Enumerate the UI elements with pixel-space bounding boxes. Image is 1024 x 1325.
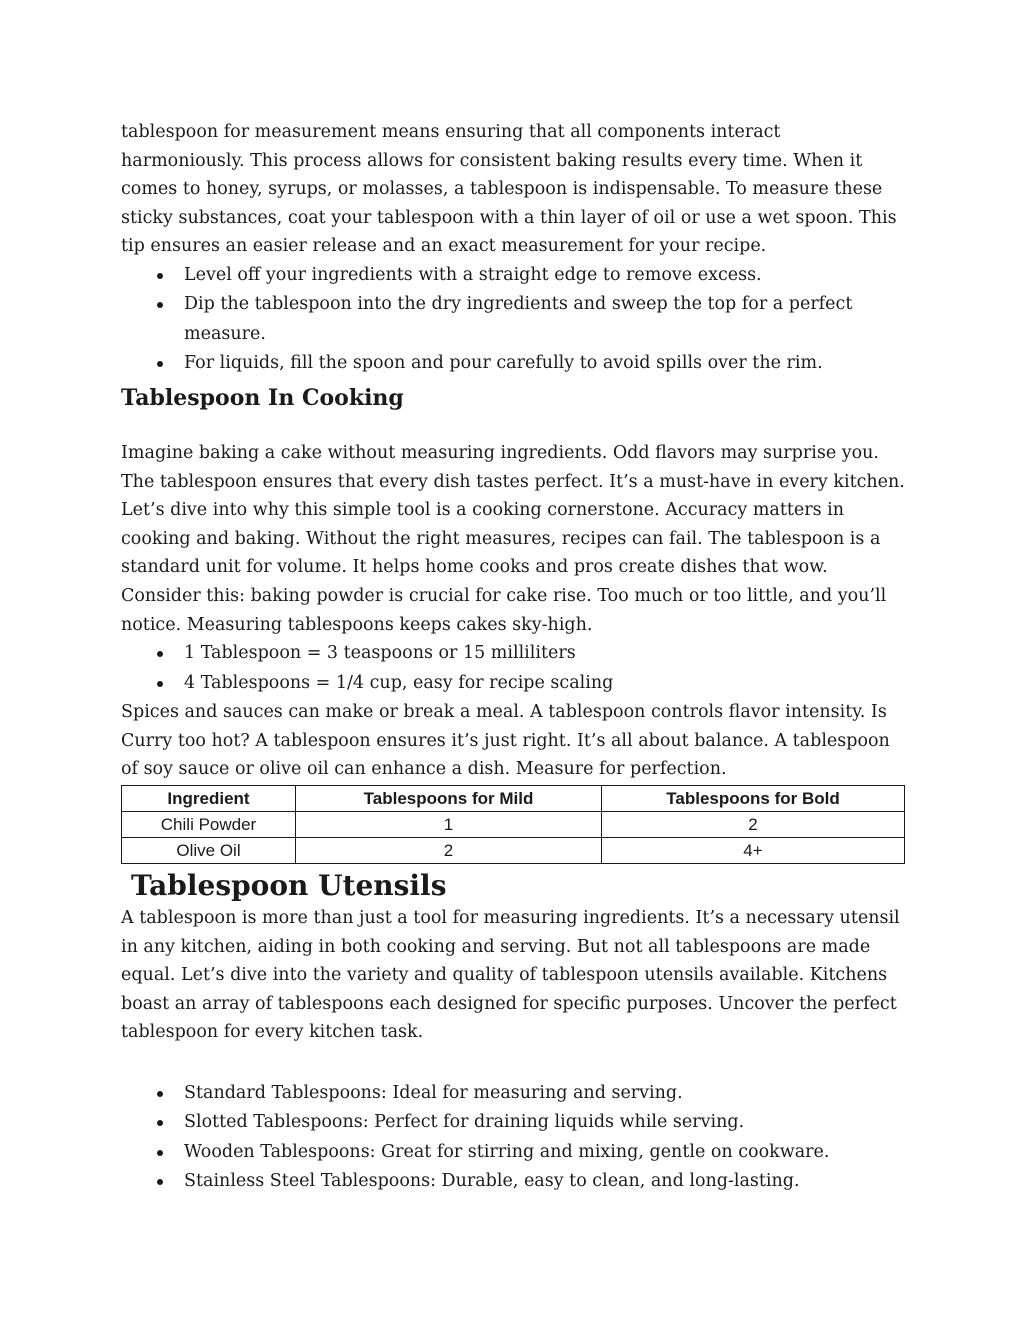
cooking-paragraph: Imagine baking a cake without measuring ingredients. Odd flavors may surprise you. The tablespoon ensures that every dish tastes perfect. It’s a must-have in every kitchen. Let’s dive into why this simple tool is a cooking cornerstone. Accuracy matters in cooking and baking. Without the right measures, recipes can fail. The tablespoon is a standard unit for volume. It helps home cooks and pros create dishes that wow. Consider this: baking powder is crucial for cake rise. Too much or too little, and you’ll notice. Measuring tablespoons keeps cakes sky-high. bbox=[121, 442, 905, 635]
list-item: Level off your ingredients with a straight edge to remove excess. bbox=[121, 261, 905, 291]
spacer bbox=[121, 413, 905, 439]
list-item: 4 Tablespoons = 1/4 cup, easy for recipe scaling bbox=[121, 669, 905, 699]
utensils-paragraph: A tablespoon is more than just a tool for measuring ingredients. It’s a necessary utensil in any kitchen, aiding in both cooking and serving. But not all tablespoons are made equal. Let’s dive into the variety and quality of tablespoon utensils available. Kitchens boast an array of tablespoons each designed for specific purposes. Uncover the perfect tablespoon for every kitchen task. bbox=[121, 907, 900, 1043]
flavor-table bbox=[121, 785, 905, 864]
table-cell: Chili Powder bbox=[122, 811, 296, 837]
list-item: For liquids, fill the spoon and pour carefully to avoid spills over the rim. bbox=[121, 349, 905, 379]
cooking-bullet-list bbox=[121, 639, 905, 698]
column-header: Ingredient bbox=[122, 785, 296, 811]
column-header: Tablespoons for Mild bbox=[296, 785, 602, 811]
intro-paragraph: tablespoon for measurement means ensuring that all components interact harmoniously. This process allows for consistent baking results every time. When it comes to honey, syrups, or molasses, a tablespoon is indispensable. To measure these sticky substances, coat your tablespoon with a thin layer of oil or use a wet spoon. This tip ensures an easier release and an exact measurement for your recipe. bbox=[121, 122, 897, 257]
spacer bbox=[121, 1047, 905, 1079]
table-row bbox=[122, 837, 905, 863]
section-heading-cooking: Tablespoon In Cooking bbox=[121, 384, 404, 411]
list-item: Wooden Tablespoons: Great for stirring and mixing, gentle on cookware. bbox=[121, 1138, 905, 1168]
cooking-paragraph-2: Spices and sauces can make or break a meal. A tablespoon controls flavor intensity. Is Curry too hot? A tablespoon ensures it’s just right. It’s all about balance. A tablespoon of soy sauce or olive oil can enhance a dish. Measure for perfection. bbox=[121, 702, 890, 780]
table-cell: 1 bbox=[296, 811, 602, 837]
table-cell: 4+ bbox=[602, 837, 905, 863]
table-row bbox=[122, 811, 905, 837]
table-cell: 2 bbox=[296, 837, 602, 863]
document-page bbox=[121, 118, 905, 1197]
list-item: Standard Tablespoons: Ideal for measuring and serving. bbox=[121, 1079, 905, 1109]
utensils-bullet-list bbox=[121, 1079, 905, 1197]
list-item: 1 Tablespoon = 3 teaspoons or 15 milliliters bbox=[121, 639, 905, 669]
table-cell: 2 bbox=[602, 811, 905, 837]
column-header: Tablespoons for Bold bbox=[602, 785, 905, 811]
list-item: Dip the tablespoon into the dry ingredients and sweep the top for a perfect measure. bbox=[121, 290, 905, 349]
list-item: Stainless Steel Tablespoons: Durable, easy to clean, and long-lasting. bbox=[121, 1167, 905, 1197]
section-heading-utensils: Tablespoon Utensils bbox=[131, 868, 447, 902]
intro-bullet-list bbox=[121, 261, 905, 379]
list-item: Slotted Tablespoons: Perfect for draining liquids while serving. bbox=[121, 1108, 905, 1138]
table-header-row bbox=[122, 785, 905, 811]
table-cell: Olive Oil bbox=[122, 837, 296, 863]
